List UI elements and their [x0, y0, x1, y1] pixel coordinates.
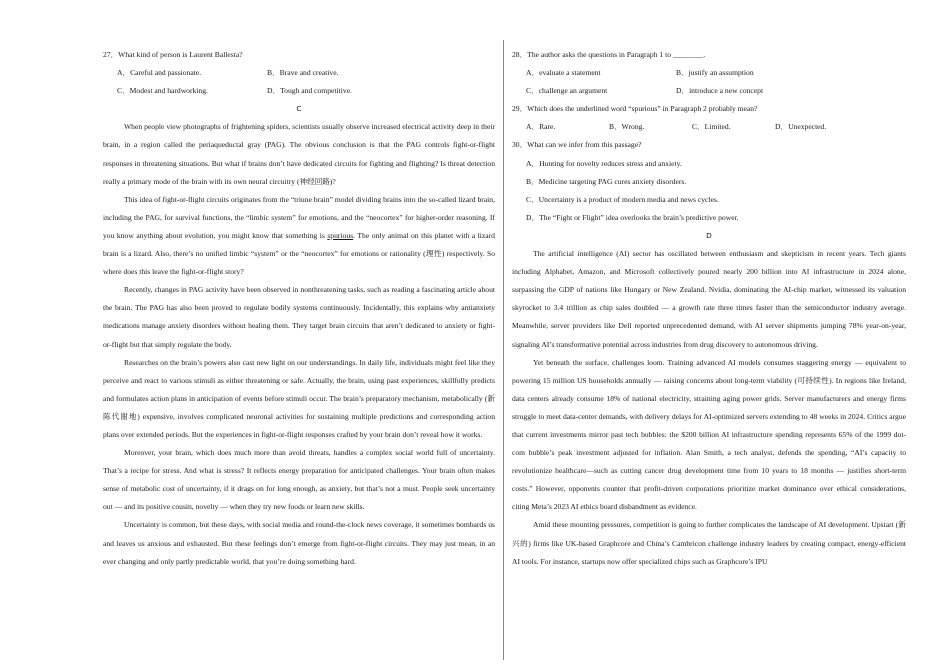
passage-d-paragraph-2: Yet beneath the surface, challenges loom. Training advanced AI models consumes staggering energy — equivalent to powering 15 million US households annually — raising concerns about long-term viability (可持续性). In regions like Ireland, data centers already consume 18% of national electricity, straining aging power grids. Server manufacturers and energy firms struggle to meet data-center demands, with delivery delays for AI-optimized servers extending to 48 weeks in 2024. Critics argue that current investments mirror past tech bubbles: the $200 billion AI infrastructure spending represents 65% of the 1999 dot-com bubble’s peak investment adjusted for inflation. Alan Smith, a tech analyst, defends the spending, “AI’s capacity to revolutionize healthcare—such as cutting cancer drug development time from 10 years to 18 months — justifies short-term costs.” However, opponents counter that profit-driven corporations prioritize market dominance over ethical considerations, citing Meta’s 2023 AI ethics board disbandment as evidence.: [512, 357, 906, 512]
passage-c-paragraph-5: Moreover, your brain, which does much more than avoid threats, handles a complex social world full of uncertainty. That’s a recipe for stress. And what is stress? It reflects energy preparation for anticipated challenges. Your brain often makes sense of metabolic cost of uncertainty, if it drags on for long enough, as anxiety, but that’s not a must. People seek uncertainty out — and its positive cousin, novelty — when they try new foods or learn new skills.: [103, 448, 495, 512]
option-30-c: C．Uncertainty is a product of modern media and news cycles.: [526, 194, 719, 204]
question-28: 28．The author asks the questions in Paragraph 1 to ________.: [512, 50, 706, 59]
underlined-word-spurious: spurious: [327, 230, 354, 240]
question-29: 29．Which does the underlined word “spurious” in Paragraph 2 probably mean?: [512, 104, 758, 114]
option-27-a: A．Careful and passionate.: [117, 68, 202, 78]
passage-d-paragraph-3: Amid these mounting pressures, competition is going to further complicates the landscape of AI development. Upstart (新兴的) firms like UK-based Graphcore and China’s Cambricon challenge industry leaders by creating compact, energy-efficient AI tools. For instance, startups now offer specialized chips such as Graphcore’s IPU: [512, 520, 906, 566]
option-27-b: B．Brave and creative.: [267, 68, 339, 78]
passage-c-paragraph-6: Uncertainty is common, but these days, with social media and round-the-clock news coverage, it sometimes bombards us and leaves us anxious and exhausted. But these feelings don’t emerge from fight-or-flight circuits. They may just mean, in an ever changing and only partly predictable world, that you’re doing something hard.: [103, 520, 495, 566]
option-29-a: A．Rare.: [526, 122, 556, 132]
right-column: [512, 46, 906, 571]
paragraph-2-text-a: This idea of fight-or-flight circuits originates from the “triune brain” model dividing brains into the so-called lizard brain, including the PAG, for survival functions, the “limbic system” for emotions, and the “neocortex” for higher-order reasoning. If you know anything about evolution, you might know that something is: [103, 194, 495, 240]
option-28-a: A．evaluate a statement: [526, 68, 601, 78]
passage-d-paragraph-1: The artificial intelligence (AI) sector has oscillated between enthusiasm and skepticism in recent years. Tech giants including Alphabet, Amazon, and Microsoft collectively poured nearly 200 billion into AI infrastructure in 2024 alone, surpassing the GDP of nations like Hungary or New Zealand. Nvidia, dominating the AI-chip market, witnessed its valuation skyrocket to 3.4 trillion as chip sales doubled — a growth rate three times faster than the semiconductor industry average. Meanwhile, server providers like Dell reported unprecedented demand, with AI server shipments jumping 78% year-on-year, signaling AI’s transformative potential across industries from drug discovery to autonomous driving.: [512, 249, 906, 349]
option-27-c: C．Modest and hardworking.: [117, 86, 208, 96]
option-28-c: C．challenge an argument: [526, 86, 608, 96]
passage-c-paragraph-1: When people view photographs of frightening spiders, scientists usually observe increased electrical activity deep in their brain, in a region called the periaqueductal gray (PAG). The obvious conclusion is that the PAG controls fight-or-flight responses in threatening situations. But what if brains don’t have dedicated circuits for fighting and flighting? Is threat detection really a primary mode of the brain with its own neural circuitry (神经回路)?: [103, 122, 495, 186]
left-column: [103, 46, 495, 571]
option-30-d: D．The “Fight or Flight” idea overlooks the brain’s predictive power.: [526, 212, 739, 222]
question-27: 27．What kind of person is Laurent Ballesta?: [103, 50, 243, 59]
question-27-options: [103, 64, 495, 82]
option-29-d: D．Unexpected.: [775, 122, 827, 132]
passage-c-paragraph-3: Recently, changes in PAG activity have been observed in nonthreatening tasks, such as reading a fascinating article about the brain. The PAG has also been proved to regulate bodily systems continuously. Incidentally, this explains why antianxiety medications manage anxiety disorders without healing them. They target brain circuits that aren’t dedicated to anxiety or fight-or-flight but that simply regulate the body.: [103, 285, 495, 349]
option-30-a: A．Hunting for novelty reduces stress and anxiety.: [526, 158, 682, 168]
section-c-label: C: [296, 104, 302, 114]
question-27-options-2: [103, 82, 495, 100]
column-divider: [503, 40, 504, 660]
option-28-d: D．introduce a new concept: [676, 86, 764, 96]
question-28-options-2: [512, 82, 906, 100]
section-d-label: D: [706, 230, 712, 240]
passage-c-paragraph-2: [103, 191, 495, 281]
passage-c-paragraph-4: Researches on the brain’s powers also cast new light on our understandings. In daily life, individuals might feel like they perceive and react to various stimuli as either threatening or safe. Actually, the brain, using past experiences, skillfully predicts and formulates action plans in anticipation of events before stimuli occur. The brain’s preparatory mechanism, metabolically (新陈代谢地) expensive, involves complicated neuronal activities for sustaining multiple predictions and corresponding action plans over extended periods. But the experiences in fight-or-flight responses crafted by your brain don’t reveal how it works.: [103, 357, 495, 439]
paragraph-2-text-b: . The only animal on this planet with a lizard brain is a lizard. Also, there’s no unified limbic “system” or the “neocortex” for emotions or rationality (理性) respectively. So where does this leave the fight-or-flight story?: [103, 230, 495, 277]
option-29-c: C．Limited.: [692, 122, 731, 132]
option-30-b: B．Medicine targeting PAG cures anxiety disorders.: [526, 176, 687, 186]
question-28-options: [512, 64, 906, 82]
question-30: 30．What can we infer from this passage?: [512, 140, 642, 150]
option-27-d: D．Tough and competitive.: [267, 86, 352, 96]
option-28-b: B．justify an assumption: [676, 68, 754, 78]
question-29-options: [512, 118, 906, 136]
option-29-b: B．Wrong.: [609, 122, 645, 132]
